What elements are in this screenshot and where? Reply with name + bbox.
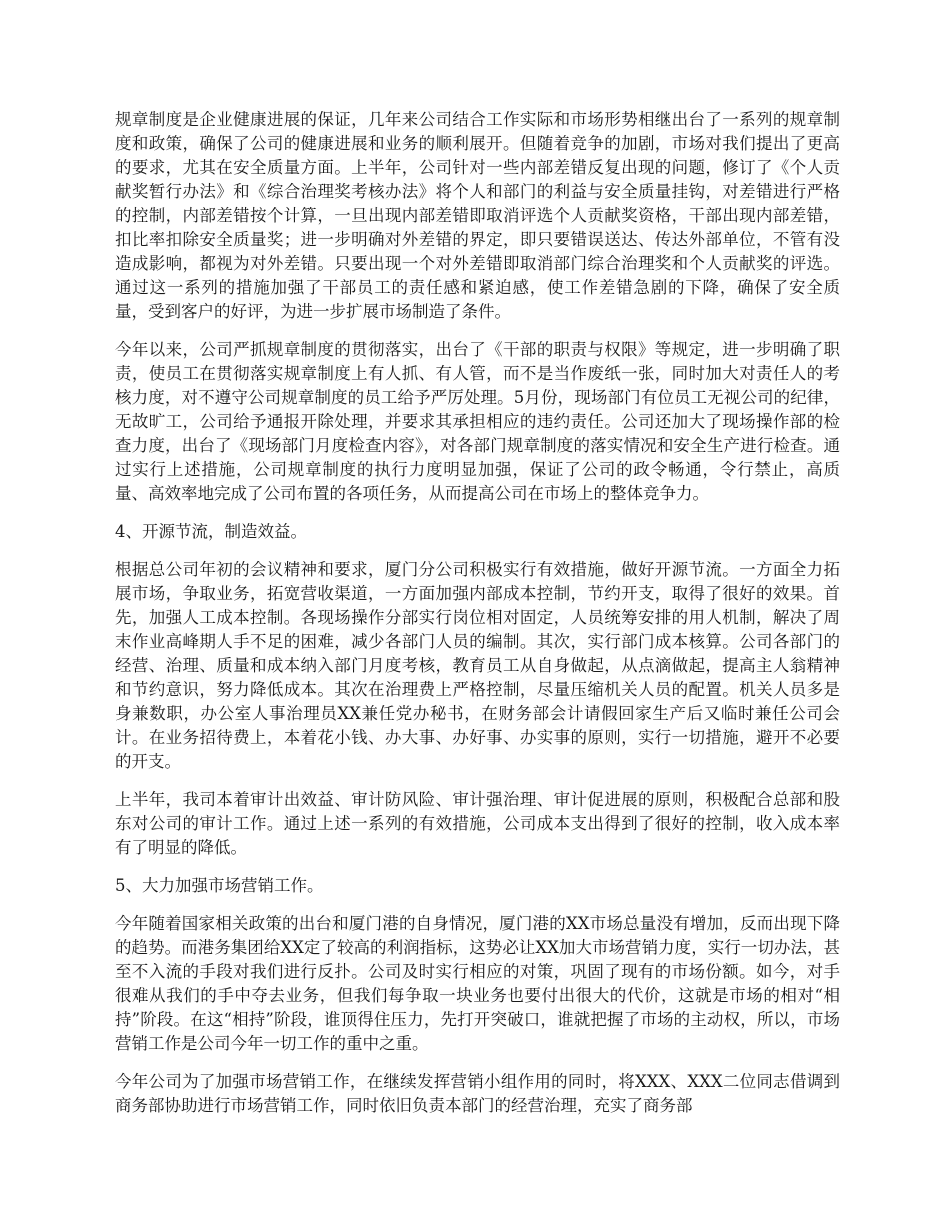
paragraph-marketing-staff: 今年公司为了加强市场营销工作，在继续发挥营销小组作用的同时，将XXX、XXX二位同志借调到商务部协助进行市场营销工作，同时依旧负责本部门的经营治理，充实了商务部 (115, 1072, 840, 1115)
section-heading-cost-saving: 4、开源节流，制造效益。 (115, 522, 307, 541)
paragraph-audit: 上半年，我司本着审计出效益、审计防风险、审计强治理、审计促进展的原则，积极配合总部和股东对公司的审计工作。通过上述一系列的有效措施，公司成本支出得到了很好的控制，收入成本率有了明显的降低。 (115, 790, 840, 857)
document-body (115, 108, 840, 1132)
paragraph-rules-intro: 规章制度是企业健康进展的保证，几年来公司结合工作实际和市场形势相继出台了一系列的规章制度和政策，确保了公司的健康进展和业务的顺利展开。但随着竞争的加剧，市场对我们提出了更高的要求，尤其在安全质量方面。上半年，公司针对一些内部差错反复出现的问题，修订了《个人贡献奖暂行办法》和《综合治理奖考核办法》将个人和部门的利益与安全质量挂钩，对差错进行严格的控制，内部差错按个计算，一旦出现内部差错即取消评选个人贡献奖资格，干部出现内部差错，扣比率扣除安全质量奖；进一步明确对外差错的界定，即只要错误送达、传达外部单位，不管有没造成影响，都视为对外差错。只要出现一个对外差错即取消部门综合治理奖和个人贡献奖的评选。通过这一系列的措施加强了干部员工的责任感和紧迫感，使工作差错急剧的下降，确保了安全质量，受到客户的好评，为进一步扩展市场制造了条件。 (115, 110, 840, 321)
paragraph-rules-enforcement: 今年以来，公司严抓规章制度的贯彻落实，出台了《干部的职责与权限》等规定，进一步明确了职责，使员工在贯彻落实规章制度上有人抓、有人管，而不是当作废纸一张，同时加大对责任人的考核力度，对不遵守公司规章制度的员工给予严厉处理。5月份，现场部门有位员工无视公司的纪律，无故旷工，公司给予通报开除处理，并要求其承担相应的违约责任。公司还加大了现场操作部的检查力度，出台了《现场部门月度检查内容》，对各部门规章制度的落实情况和安全生产进行检查。通过实行上述措施，公司规章制度的执行力度明显加强，保证了公司的政令畅通，令行禁止，高质量、高效率地完成了公司布置的各项任务，从而提高公司在市场上的整体竞争力。 (115, 340, 840, 503)
paragraph-cost-control: 根据总公司年初的会议精神和要求，厦门分公司积极实行有效措施，做好开源节流。一方面全力拓展市场，争取业务，拓宽营收渠道，一方面加强内部成本控制，节约开支，取得了很好的效果。首先，加强人工成本控制。各现场操作分部实行岗位相对固定，人员统筹安排的用人机制，解决了周末作业高峰期人手不足的困难，减少各部门人员的编制。其次，实行部门成本核算。公司各部门的经营、治理、质量和成本纳入部门月度考核，教育员工从自身做起，从点滴做起，提高主人翁精神和节约意识，努力降低成本。其次在治理费上严格控制，尽量压缩机关人员的配置。机关人员多是身兼数职，办公室人事治理员XX兼任党办秘书，在财务部会计请假回家生产后又临时兼任公司会计。在业务招待费上，本着花小钱、办大事、办好事、办实事的原则，实行一切措施，避开不必要的开支。 (115, 560, 840, 771)
section-heading-marketing: 5、大力加强市场营销工作。 (115, 876, 324, 895)
paragraph-market-situation: 今年随着国家相关政策的出台和厦门港的自身情况，厦门港的XX市场总量没有增加，反而出现下降的趋势。而港务集团给XX定了较高的利润指标，这势必让XX加大市场营销力度，实行一切办法，甚至不入流的手段对我们进行反扑。公司及时实行相应的对策，巩固了现有的市场份额。如今，对手很难从我们的手中夺去业务，但我们每争取一块业务也要付出很大的代价，这就是市场的相对“相持”阶段。在这“相持”阶段，谁顶得住压力，先打开突破口，谁就把握了市场的主动权，所以，市场营销工作是公司今年一切工作的重中之重。 (115, 914, 840, 1053)
